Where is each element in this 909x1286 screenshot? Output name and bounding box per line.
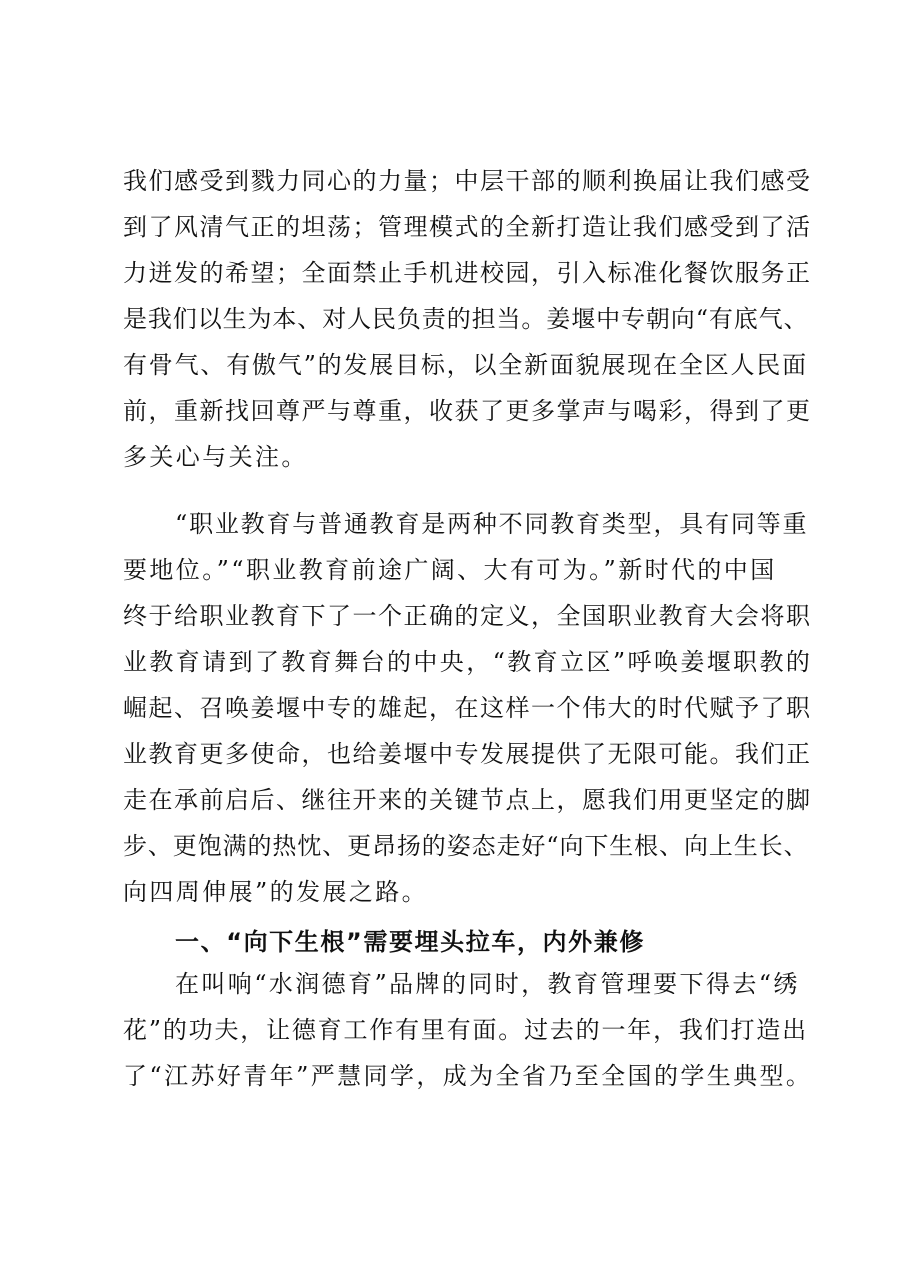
paragraph-3-line-1: 在叫响“水润德育”品牌的同时，教育管理要下得去“绣 xyxy=(175,970,800,998)
paragraph-2-line-1: “职业教育与普通教育是两种不同教育类型，具有同等重 xyxy=(175,510,809,538)
paragraph-2-line-4: 业教育请到了教育舞台的中央，“教育立区”呼唤姜堰职教的 xyxy=(123,648,813,676)
section-heading: 一、“向下生根”需要埋头拉车，内外兼修 xyxy=(175,928,645,956)
paragraph-1-line-2: 到了风清气正的坦荡；管理模式的全新打造让我们感受到了活 xyxy=(123,213,812,241)
paragraph-3-line-3: 了“江苏好青年”严慧同学，成为全省乃至全国的学生典型。 xyxy=(123,1062,813,1090)
paragraph-2-line-9: 向四周伸展”的发展之路。 xyxy=(123,878,429,906)
paragraph-1-line-1: 我们感受到戮力同心的力量；中层干部的顺利换届让我们感受 xyxy=(123,167,812,195)
paragraph-1-line-5: 有骨气、有傲气”的发展目标，以全新面貌展现在全区人民面 xyxy=(123,351,808,379)
paragraph-2-line-7: 走在承前启后、继往开来的关键节点上，愿我们用更坚定的脚 xyxy=(123,786,812,814)
paragraph-1-line-6: 前，重新找回尊严与尊重，收获了更多掌声与喝彩，得到了更 xyxy=(123,397,812,425)
paragraph-3-line-2: 花”的功夫，让德育工作有里有面。过去的一年，我们打造出 xyxy=(123,1016,808,1044)
paragraph-2-line-8: 步、更饱满的热忱、更昂扬的姿态走好“向下生根、向上生长、 xyxy=(123,832,809,860)
paragraph-2-line-2: 要地位。”“职业教育前途广阔、大有可为。”新时代的中国 xyxy=(123,556,777,584)
paragraph-2-line-6: 业教育更多使命，也给姜堰中专发展提供了无限可能。我们正 xyxy=(123,740,812,768)
paragraph-2-line-5: 崛起、召唤姜堰中专的雄起，在这样一个伟大的时代赋予了职 xyxy=(123,694,812,722)
paragraph-1-line-4: 是我们以生为本、对人民负责的担当。姜堰中专朝向“有底气、 xyxy=(123,305,809,333)
paragraph-1-line-3: 力迸发的希望；全面禁止手机进校园，引入标准化餐饮服务正 xyxy=(123,259,812,287)
paragraph-2-line-3: 终于给职业教育下了一个正确的定义，全国职业教育大会将职 xyxy=(123,602,812,630)
paragraph-1-line-7: 多关心与关注。 xyxy=(123,443,308,471)
